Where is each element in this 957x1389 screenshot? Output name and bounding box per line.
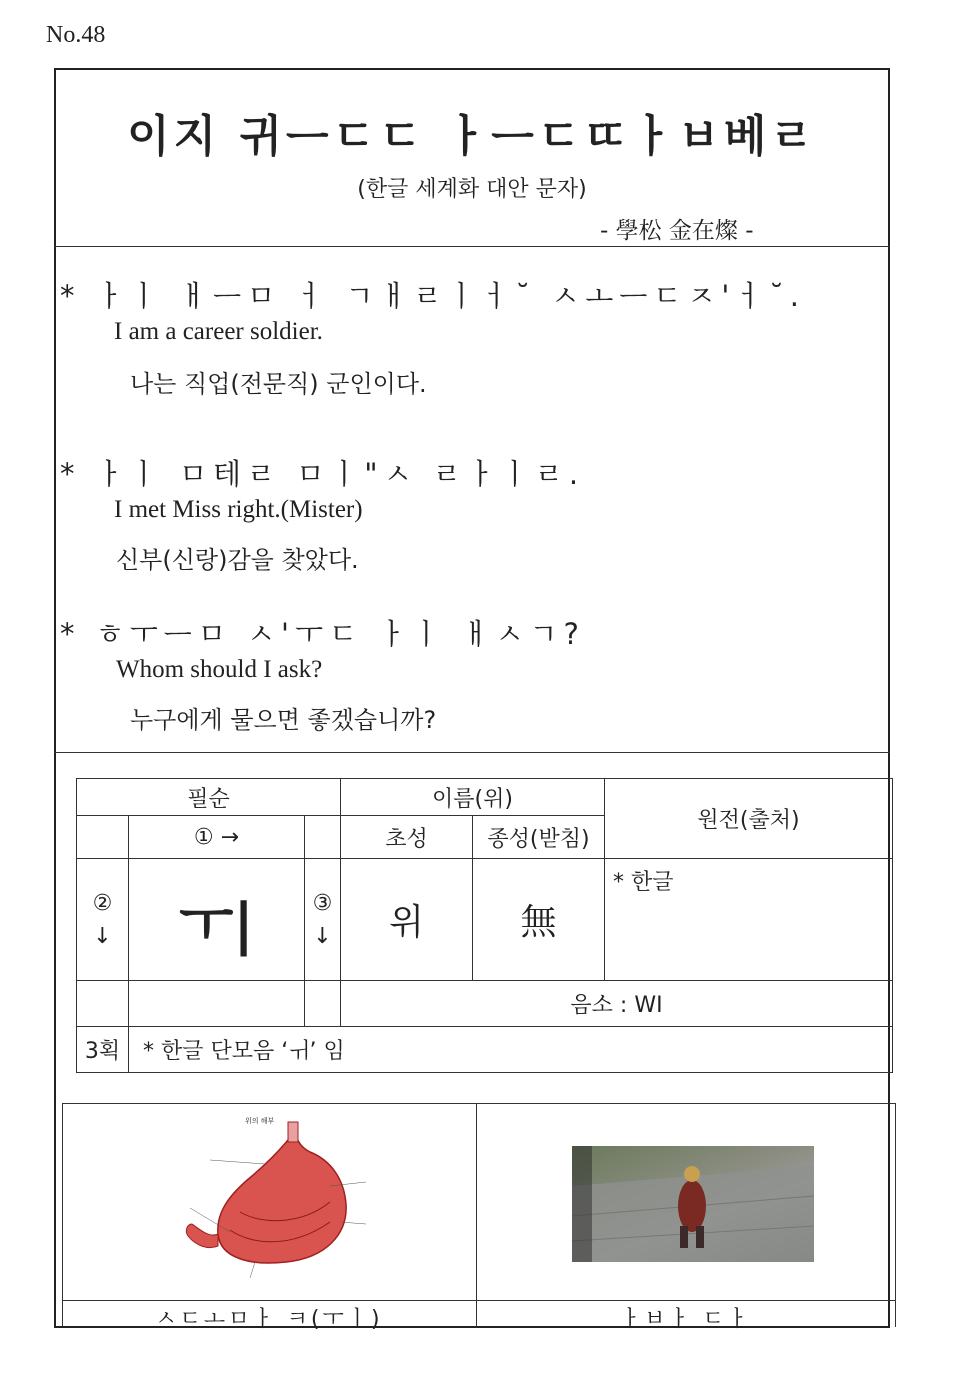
empty-cell	[77, 981, 129, 1027]
empty-cell	[129, 981, 305, 1027]
sentence-3-script: * ㅎㅜᅳㅁ ㅅ'ㅜㄷ ㅏㅣ ㅐㅅㄱ?	[60, 617, 585, 651]
stroke-order-header: 필순	[77, 779, 341, 816]
stroke-2-label: ② ↓	[77, 859, 129, 981]
character-table	[76, 778, 893, 1073]
page-title: 이지 귀ᅳㄷㄷ ㅏᅳㄷㄸㅏㅂ베ㄹ	[127, 111, 817, 162]
image-2-caption: ㅏㅂㅏ ㄷㅏ	[619, 1307, 752, 1332]
divider	[895, 1103, 896, 1327]
sentence-1-english: I am a career soldier.	[114, 318, 323, 345]
divider	[62, 1103, 63, 1327]
diagram-heading: 위의 해부	[245, 1117, 275, 1125]
sentence-1-script: * ㅏㅣ ㅐᅳㅁ ㅓ ㄱㅐㄹㅣㅓ˘ ㅅㅗᅳㄷㅈ'ㅓ˘.	[60, 279, 806, 313]
origin-header: 원전(출처)	[605, 779, 893, 859]
stomach-diagram-icon	[170, 1112, 380, 1282]
divider	[54, 752, 890, 753]
divider	[54, 246, 890, 247]
note: * 한글 단모음 ‘ㅟ’ 임	[129, 1027, 893, 1073]
divider	[476, 1103, 477, 1327]
divider	[62, 1103, 896, 1104]
final-header: 종성(받침)	[473, 816, 605, 859]
empty-cell	[305, 981, 341, 1027]
image-1-caption: ㅅㄷㅗㅁㅏ ㅋ(ㅜㅣ)	[155, 1307, 383, 1332]
empty-cell	[305, 816, 341, 859]
sentence-2-script: * ㅏㅣ ㅁ테ㄹ ㅁㅣ"ㅅ ㄹㅏㅣㄹ.	[60, 457, 585, 491]
sentence-1-korean: 나는 직업(전문직) 군인이다.	[130, 370, 427, 398]
page-number: No.48	[46, 22, 106, 48]
initial-header: 초성	[341, 816, 473, 859]
empty-cell	[77, 816, 129, 859]
author: - 學松 金在燦 -	[600, 218, 754, 244]
initial-value: 위	[341, 859, 473, 981]
page-subtitle: (한글 세계화 대안 문자)	[357, 177, 587, 202]
sentence-3-korean: 누구에게 물으면 좋겠습니까?	[130, 706, 437, 734]
stroke-1-label: ① →	[129, 816, 305, 859]
name-header: 이름(위)	[341, 779, 605, 816]
character-glyph: ㅜ|	[129, 859, 305, 981]
stroke-count: 3획	[77, 1027, 129, 1073]
sentence-2-korean: 신부(신랑)감을 찾았다.	[116, 546, 359, 574]
sentence-3-english: Whom should I ask?	[116, 656, 323, 683]
phoneme: 음소 : WI	[341, 981, 893, 1027]
stroke-3-label: ③ ↓	[305, 859, 341, 981]
sentence-2-english: I met Miss right.(Mister)	[114, 496, 363, 523]
origin-value: * 한글	[605, 859, 893, 981]
divider	[62, 1300, 896, 1301]
game-warrior-screenshot-icon	[572, 1146, 814, 1262]
final-value: 無	[473, 859, 605, 981]
